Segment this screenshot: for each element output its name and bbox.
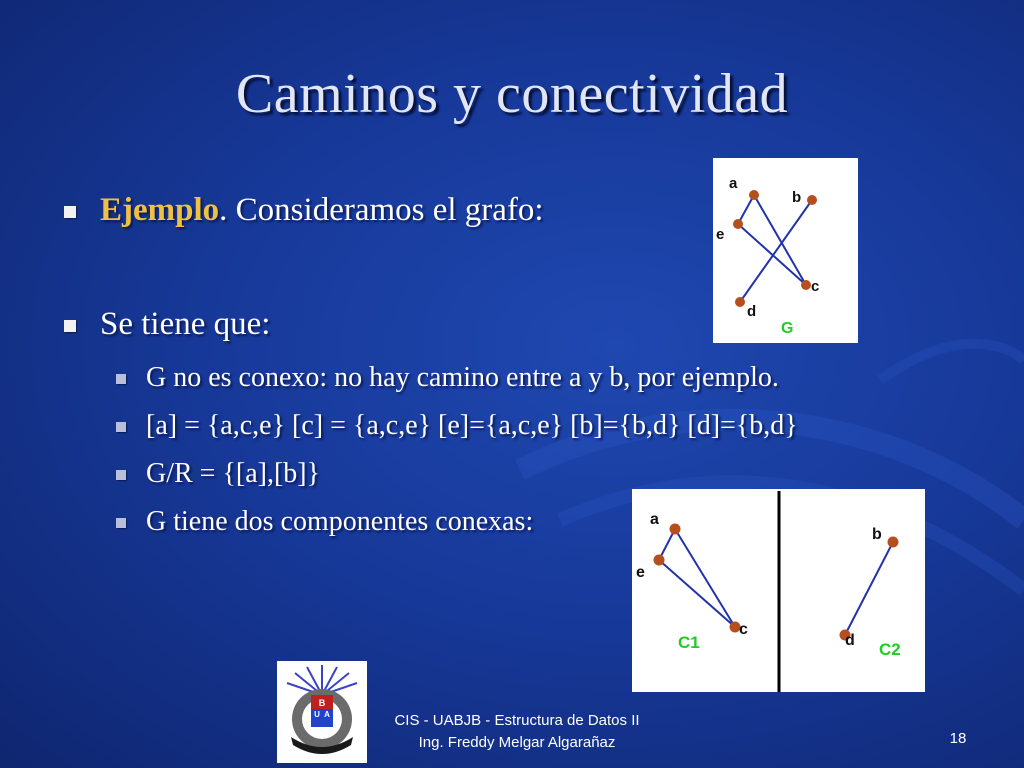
subbullet-classes [146,410,798,442]
graph-g-figure [713,158,858,343]
subbullet-text: G no es conexo: no hay camino entre a y b, por ejemplo. [146,362,779,393]
subbullet-marker [116,518,126,528]
label-e: e [716,226,725,243]
svg-text:B: B [318,698,326,708]
subbullet-text: G tiene dos componentes conexas: [146,506,534,537]
edge-b-d [740,200,812,302]
label-a: a [650,511,659,528]
vertex-c [801,280,811,290]
label-d: d [845,632,855,649]
ejemplo-label: Ejemplo [100,192,220,228]
label-e: e [636,564,645,581]
edge-e-c [738,224,806,285]
footer-course: CIS - UABJB - Estructura de Datos II [394,712,640,729]
se-tiene-text: Se tiene que: [100,306,271,342]
subbullet-text: G/R = {[a],[b]} [146,458,321,489]
subbullet-quotient [146,458,320,490]
subbullet-marker [116,374,126,384]
footer-author: Ing. Freddy Melgar Algarañaz [418,734,616,751]
vertex-a [749,190,759,200]
subbullet-marker [116,470,126,480]
vertex-b [888,537,899,548]
edge-e-c [659,560,735,627]
label-c: c [739,621,748,638]
graph-name-g: G [781,320,794,337]
ejemplo-text: . Consideramos el grafo: [219,192,544,228]
bullet-marker [64,320,76,332]
vertex-e [654,555,665,566]
label-c: c [811,278,820,295]
component-name-c2: C2 [879,640,901,659]
subbullet-components [146,506,533,538]
components-figure [632,489,925,692]
subbullet-marker [116,422,126,432]
bullet-se-tiene [100,306,270,343]
vertex-e [733,219,743,229]
footer [372,710,662,754]
component-name-c1: C1 [678,633,700,652]
edge-a-c [675,529,735,627]
label-b: b [792,189,802,206]
subbullet-text: [a] = {a,c,e} [c] = {a,c,e} [e]={a,c,e} [b]={b,d} [d]={b,d} [146,410,798,441]
edge-b-d [845,542,893,635]
label-b: b [872,526,882,543]
subbullet-no-conexo [146,362,779,394]
svg-text:U: U [314,710,320,719]
bullet-ejemplo [100,192,544,229]
svg-text:A: A [324,710,330,719]
label-d: d [747,303,757,320]
bullet-marker [64,206,76,218]
slide-title: Caminos y conectividad [235,63,789,125]
vertex-b [807,195,817,205]
vertex-a [670,524,681,535]
label-a: a [729,175,738,192]
university-logo [277,661,367,763]
page-number: 18 [949,730,967,747]
vertex-d [735,297,745,307]
